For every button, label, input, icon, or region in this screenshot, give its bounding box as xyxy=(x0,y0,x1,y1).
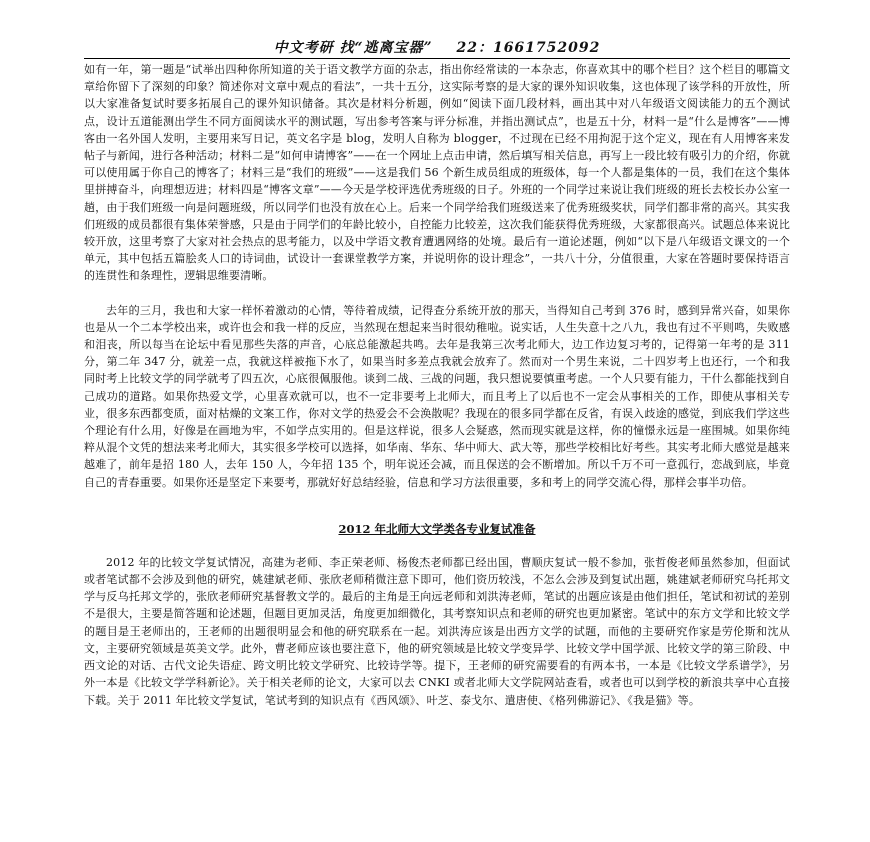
document-page xyxy=(84,38,790,709)
paragraph-exam-content: 如有一年，第一题是“试举出四种你所知道的关于语文教学方面的杂志，指出你经常读的一本杂志，你喜欢其中的哪个栏目？这个栏目的哪篇文章给你留下了深刻的印象？简述你对文章中观点的看法”，一共十五分，这实际考察的是大家的课外知识收集，这也体现了该学科的开放性，所以大家准备复试时要多拓展自己的课外知识储备。其次是材料分析题，例如“阅读下面几段材料，画出其中对八年级语文阅读能力的五个测试点，设计五道能测出学生不同方面阅读水平的测试题，写出参考答案与评分标准，并指出测试点”，也是五十分，材料一是“什么是博客”——博客由一名外国人发明，主要用来写日记，英文名字是 blog，发明人自称为 blogger，不过现在已经不用拘泥于这个定义，现在有人用博客来发帖子与新闻，进行各种活动；材料二是“如何申请博客”——在一个网址上点击申请，然后填写相关信息，再写上一段比较有吸引力的介绍，你就可以使用属于你自己的博客了；材料三是“我们的班级”——这是我们 56 个新生成员组成的班级体，每一个人都是集体的一员，我们在这个集体里拼搏奋斗，向理想迈进；材料四是“博客文章”——今天是学校评选优秀班级的日子。外班的一个同学过来说让我们班级的班长去校长办公室一趟，由于我们班级一向是问题班级，所以同学们也没有放在心上。后来一个同学给我们班级送来了优秀班级奖状，同学们都非常的高兴。其实我们班级的成员都很有集体荣誉感，只是由于同学们的年龄比较小，自控能力比较差，这次我们能获得优秀班级，大家都很高兴。试题总体来说比较开放，这里考察了大家对社会热点的思考能力，以及中学语文教育遭遇网络的处境。最后有一道论述题，例如“以下是八年级语文课文的一个单元，其中包括五篇脍炙人口的诗词曲，试设计一套课堂教学方案，并说明你的设计理念”，一共八十分，分值很重，大家在答题时要保持语言的连贯性和条理性，逻辑思维要清晰。 xyxy=(84,63,790,283)
paragraph-spacer xyxy=(84,285,790,302)
paragraph-retest-situation: 2012 年的比较文学复试情况，高建为老师、李正荣老师、杨俊杰老师都已经出国，曹顺庆复试一般不参加，张哲俊老师虽然参加，但面试或者笔试都不会涉及到他的研究，姚建斌老师、张欣老师稍微注意下即可，他们资历较浅，不怎么会涉及到复试出题，姚建斌老师研究乌托邦文学与反乌托邦文学的，张欣老师研究基督教文学的。最后的主角是王向远老师和刘洪涛老师，笔试的出题应该是由他们担任，笔试和初试的差别不是很大，主要是简答题和论述题，但题目更加灵活，角度更加细微化，其考察知识点和老师的研究也更加紧密。笔试中的东方文学和比较文学的题目是王老师出的，王老师的出题很明显会和他的研究联系在一起。刘洪涛应该是出西方文学的试题，而他的主要研究作家是劳伦斯和沈从文，主要研究领域是英美文学。此外，曹老师应该也要注意下，他的研究领域是比较文学变异学、比较文学中国学派、比较文学的第三阶段、中西文论的对话、古代文论失语症、跨文明比较文学研究、比较诗学等。提下，王老师的研究需要看的有两本书，一本是《比较文学系谱学》，另外一本是《比较文学学科新论》。关于相关老师的论文，大家可以去 CNKI 或者北师大文学院网站查看，或者也可以到学校的新浪共享中心直接下载。关于 2011 年比较文学复试，笔试考到的知识点有《西风颂》、叶芝、泰戈尔、遣唐使、《格列佛游记》、《我是猫》等。 xyxy=(84,555,790,707)
header-qq: 22：1661752092 xyxy=(456,40,601,56)
page-header xyxy=(84,38,790,59)
section-title: 2012 年北师大文学类各专业复试准备 xyxy=(338,521,536,536)
header-site-name: 中文考研 找“逃离宝器” xyxy=(273,40,433,56)
paragraph-personal-experience: 去年的三月，我也和大家一样怀着激动的心情，等待着成绩，记得查分系统开放的那天，当得知自己考到 376 时，感到异常兴奋，如果你也是从一个二本学校出来，或许也会和我一样的反应，当然现在想起来当时很幼稚啦。说实话，人生失意十之八九，我也有过不平则鸣，失败感和泪丧，所以每当在论坛中看见那些失落的声音，心底总能激起共鸣。去年是我第三次考北师大，边工作边复习考的，记得第一年考的是 311 分，第二年 347 分，就差一点，我就这样被拖下水了，如果当时多差点我就会放弃了。然而对一个男生来说，二十四岁考上也还行，一个和我同时考上比较文学的同学就考了四五次，心底很佩服他。谈到二战、三战的问题，我只想说要慎重考虑。一个人只要有能力，干什么都能找到自己成功的道路。如果你热爱文学，心里喜欢就可以，也不一定非要考上北师大，而且考上了以后也不一定会从事相关的工作，即使从事相关专业，很多东西都变质，面对枯燥的文案工作，你对文学的热爱会不会涣散呢？我现在的很多同学都在反省，有误入歧途的感觉，到底我们学这些个理论有什么用，好像是在画地为牢，不如学点实用的。但是这样说，很多人会疑惑，然而现实就是这样，你的憧憬永远是一座围城。如果你纯粹从混个文凭的想法来考北师大，其实很多学校可以选择，如华南、华东、华中师大、武大等，那些学校相比好考些。其实考北师大感觉是越来越难了，前年是招 180 人，去年 150 人，今年招 135 个，明年说还会减，而且保送的会不断增加。所以千万不可一意孤行，恋战到底，毕竟自己的青春重要。如果你还是坚定下来要考，那就好好总结经验，信息和学习方法很重要，多和考上的同学交流心得，那样会事半功倍。 xyxy=(84,303,790,489)
